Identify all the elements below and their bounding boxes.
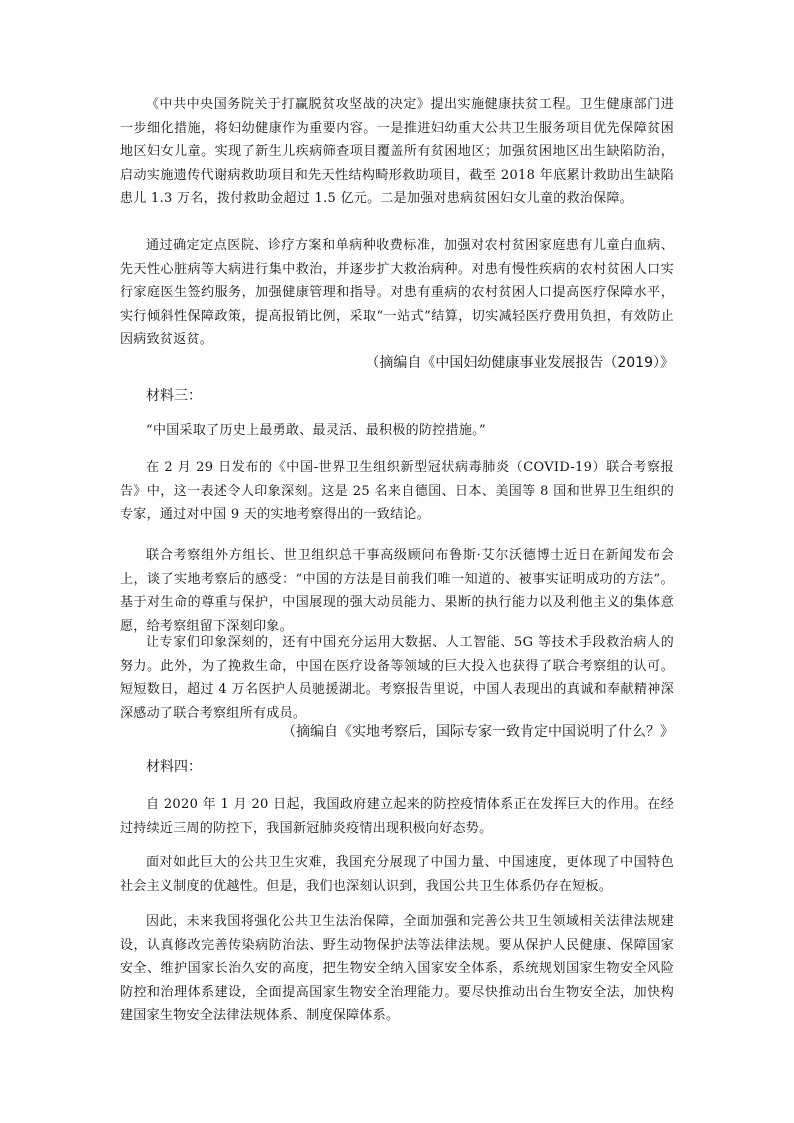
material3-source: （摘编自《实地考察后，国际专家一致肯定中国说明了什么？》: [282, 724, 674, 740]
material2-paragraph-2: 通过确定定点医院、诊疗方案和单病种收费标准，加强对农村贫困家庭患有儿童白血病、先天性心脏病等大病进行集中救治，并逐步扩大救治病种。对患有慢性疾病的农村贫困人口实行家庭医生签约服务，加强健康管理和指导。对患有重病的农村贫困人口提高医疗保障水平，实行倾斜性保障政策，提高报销比例，采取“一站式”结算，切实减轻医疗费用负担，有效防止因病致贫返贫。: [120, 238, 674, 347]
material4-paragraph-3: 因此，未来我国将强化公共卫生法治保障，全面加强和完善公共卫生领域相关法律法规建设，认真修改完善传染病防治法、野生动物保护法等法律法规。要从保护人民健康、保障国家安全、维护国家长治久安的高度，把生物安全纳入国家安全体系，系统规划国家生物安全风险防控和治理体系建设，全面提高国家生物安全治理能力。要尽快推动出台生物安全法，加快构建国家生物安全法律法规体系、制度保障体系。: [120, 914, 674, 1023]
material4-paragraph-1: 自 2020 年 1 月 20 日起，我国政府建立起来的防控疫情体系正在发挥巨大的作用。在经过持续近三周的防控下，我国新冠肺炎疫情出现积极向好态势。: [120, 797, 674, 836]
material2-paragraph-1: 《中共中央国务院关于打赢脱贫攻坚战的决定》提出实施健康扶贫工程。卫生健康部门进一步细化措施，将妇幼健康作为重要内容。一是推进妇幼重大公共卫生服务项目优先保障贫困地区妇女儿童。实现了新生儿疾病筛查项目覆盖所有贫困地区；加强贫困地区出生缺陷防治，启动实施遗传代谢病救助项目和先天性结构畸形救助项目，截至 2018 年底累计救助出生缺陷患儿 1.3 万名，拨付救助金超过 1.5 亿元。二是加强对患病贫困妇女儿童的救治保障。: [120, 97, 674, 206]
material3-paragraph-1: 在 2 月 29 日发布的《中国-世界卫生组织新型冠状病毒肺炎（COVID-19）联合考察报告》中，这一表述令人印象深刻。这是 25 名来自德国、日本、美国等 8 国和世界卫生组织的专家，通过对中国 9 天的实地考察得出的一致结论。: [120, 460, 674, 522]
material4-heading: 材料四：: [146, 759, 202, 775]
material3-paragraph-2: 联合考察组外方组长、世卫组织总干事高级顾问布鲁斯·艾尔沃德博士近日在新闻发布会上，谈了实地考察后的感受：“中国的方法是目前我们唯一知道的、被事实证明成功的方法”。基于对生命的尊重与保护，中国展现的强大动员能力、果断的执行能力以及利他主义的集体意愿，给考察组留下深刻印象。: [120, 548, 674, 634]
material3-quote: “中国采取了历史上最勇敢、最灵活、最积极的防控措施。”: [146, 423, 486, 438]
material3-paragraph-3: 让专家们印象深刻的，还有中国充分运用大数据、人工智能、5G 等技术手段救治病人的努力。此外，为了挽救生命，中国在医疗设备等领域的巨大投入也获得了联合考察组的认可。短短数日，超过 4 万名医护人员驰援湖北。考察报告里说，中国人表现出的真诚和奉献精神深深感动了联合考察组所有成员。: [120, 635, 674, 721]
material4-paragraph-2: 面对如此巨大的公共卫生灾难，我国充分展现了中国力量、中国速度，更体现了中国特色社会主义制度的优越性。但是，我们也深刻认识到，我国公共卫生体系仍存在短板。: [120, 855, 674, 894]
material3-heading: 材料三：: [146, 388, 202, 404]
material2-source: （摘编自《中国妇幼健康事业发展报告（2019）》: [365, 355, 674, 371]
